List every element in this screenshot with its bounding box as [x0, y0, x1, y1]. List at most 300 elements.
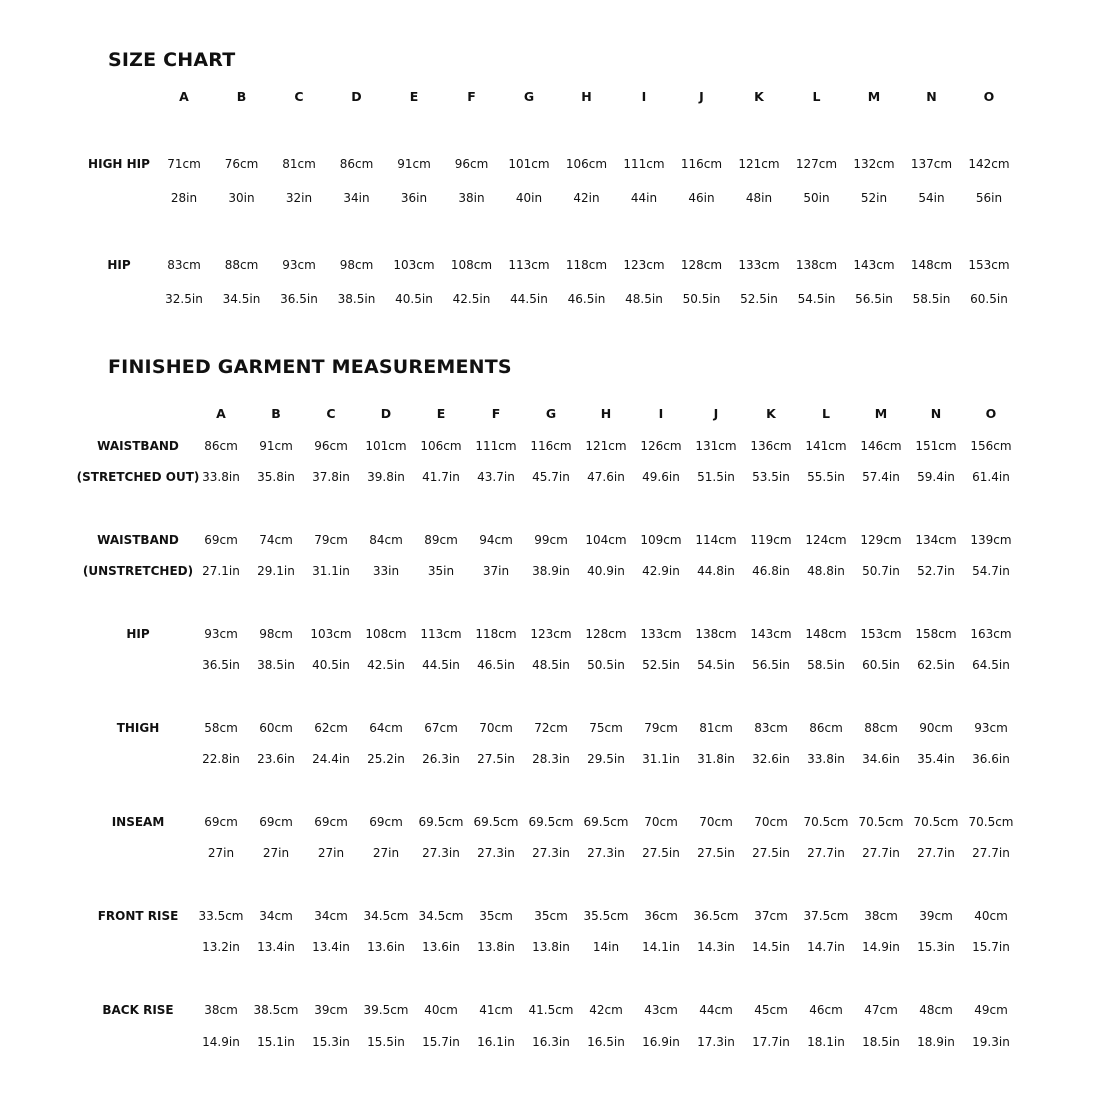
- measurement-cell: 32in: [285, 191, 313, 205]
- size-header-n: N: [926, 89, 937, 104]
- measurement-cell: 41cm: [479, 1003, 513, 1017]
- measurement-cell: 81cm: [282, 157, 316, 171]
- measurement-cell: 50.5in: [587, 658, 625, 672]
- measurement-cell: 106cm: [565, 157, 608, 171]
- measurement-cell: 138cm: [795, 258, 838, 272]
- size-header-n: N: [930, 406, 942, 421]
- measurement-cell: 129cm: [860, 533, 902, 547]
- size-header-l: L: [812, 89, 821, 104]
- measurement-cell: 131cm: [695, 439, 737, 453]
- measurement-cell: 27.5in: [477, 752, 515, 766]
- measurement-cell: 41.7in: [422, 470, 460, 484]
- measurement-cell: 40.9in: [587, 564, 625, 578]
- measurement-cell: 39cm: [314, 1003, 348, 1017]
- measurement-cell: 46.5in: [477, 658, 515, 672]
- measurement-cell: 13.4in: [257, 940, 295, 954]
- size-header-c: C: [326, 406, 336, 421]
- size-header-h: H: [581, 89, 592, 104]
- measurement-cell: 46cm: [809, 1003, 843, 1017]
- measurement-cell: 136cm: [750, 439, 792, 453]
- row-label: HIP: [126, 627, 150, 641]
- measurement-cell: 98cm: [339, 258, 374, 272]
- measurement-cell: 18.5in: [862, 1035, 900, 1049]
- measurement-cell: 60.5in: [970, 292, 1008, 306]
- measurement-cell: 38.5in: [337, 292, 376, 306]
- table-row: [0, 1034, 1100, 1050]
- measurement-cell: 54in: [918, 191, 945, 205]
- measurement-cell: 64.5in: [972, 658, 1010, 672]
- measurement-cell: 104cm: [585, 533, 627, 547]
- measurement-cell: 56.5in: [855, 292, 893, 306]
- measurement-cell: 35.5cm: [583, 909, 629, 923]
- measurement-cell: 27.7in: [862, 846, 900, 860]
- measurement-cell: 27.5in: [752, 846, 790, 860]
- measurement-cell: 48.5in: [625, 292, 663, 306]
- measurement-cell: 69cm: [259, 815, 293, 829]
- table-row: [0, 720, 1100, 736]
- measurement-cell: 39.5cm: [363, 1003, 409, 1017]
- size-header-c: C: [294, 89, 304, 104]
- measurement-cell: 44.8in: [697, 564, 735, 578]
- measurement-cell: 58cm: [204, 721, 238, 735]
- size-header-d: D: [351, 89, 362, 104]
- measurement-cell: 70.5cm: [858, 815, 904, 829]
- measurement-cell: 60cm: [259, 721, 293, 735]
- measurement-cell: 37cm: [754, 909, 788, 923]
- measurement-cell: 43cm: [644, 1003, 678, 1017]
- measurement-cell: 52.5in: [642, 658, 680, 672]
- row-label: HIGH HIP: [88, 157, 150, 171]
- measurement-cell: 38in: [458, 191, 485, 205]
- measurement-cell: 18.1in: [807, 1035, 845, 1049]
- measurement-cell: 126cm: [640, 439, 682, 453]
- table-row: [0, 1002, 1100, 1018]
- measurement-cell: 42.5in: [367, 658, 405, 672]
- measurement-cell: 119cm: [750, 533, 792, 547]
- measurement-cell: 37.8in: [312, 470, 350, 484]
- measurement-cell: 124cm: [805, 533, 847, 547]
- size-header-j: J: [713, 406, 719, 421]
- measurement-cell: 118cm: [565, 258, 608, 272]
- measurement-cell: 93cm: [204, 627, 238, 641]
- size-header-o: O: [983, 89, 995, 104]
- measurement-cell: 33.5cm: [198, 909, 244, 923]
- size-header-row: [0, 89, 1100, 105]
- measurement-cell: 27.3in: [532, 846, 570, 860]
- size-header-j: J: [699, 89, 704, 104]
- measurement-cell: 44.5in: [510, 292, 548, 306]
- table-row: [0, 469, 1100, 485]
- table-row: [0, 156, 1100, 172]
- measurement-cell: 116cm: [680, 157, 723, 171]
- measurement-cell: 43.7in: [477, 470, 515, 484]
- measurement-cell: 103cm: [393, 258, 435, 272]
- measurement-cell: 15.3in: [312, 1035, 350, 1049]
- measurement-cell: 134cm: [915, 533, 957, 547]
- measurement-cell: 128cm: [680, 258, 723, 272]
- size-header-l: L: [822, 406, 830, 421]
- measurement-cell: 70cm: [644, 815, 678, 829]
- measurement-cell: 42.5in: [452, 292, 491, 306]
- measurement-cell: 14.9in: [862, 940, 900, 954]
- measurement-cell: 56.5in: [752, 658, 790, 672]
- measurement-cell: 111cm: [623, 157, 665, 171]
- measurement-cell: 88cm: [224, 258, 259, 272]
- size-header-f: F: [467, 89, 476, 104]
- measurement-cell: 15.5in: [367, 1035, 405, 1049]
- measurement-cell: 108cm: [365, 627, 407, 641]
- measurement-cell: 93cm: [974, 721, 1008, 735]
- size-header-d: D: [380, 406, 392, 421]
- measurement-cell: 34.5cm: [418, 909, 464, 923]
- measurement-cell: 94cm: [479, 533, 513, 547]
- measurement-cell: 34.5in: [222, 292, 261, 306]
- measurement-cell: 27.3in: [477, 846, 515, 860]
- measurement-cell: 108cm: [450, 258, 493, 272]
- measurement-cell: 13.8in: [532, 940, 570, 954]
- size-header-a: A: [216, 406, 226, 421]
- measurement-cell: 34cm: [259, 909, 293, 923]
- measurement-cell: 35.4in: [917, 752, 955, 766]
- measurement-cell: 45cm: [754, 1003, 788, 1017]
- measurement-cell: 33.8in: [807, 752, 845, 766]
- measurement-cell: 69.5cm: [418, 815, 464, 829]
- measurement-cell: 44cm: [699, 1003, 733, 1017]
- measurement-cell: 46.8in: [752, 564, 790, 578]
- measurement-cell: 142cm: [968, 157, 1010, 171]
- measurement-cell: 27.5in: [697, 846, 735, 860]
- measurement-cell: 153cm: [968, 258, 1010, 272]
- measurement-cell: 133cm: [640, 627, 682, 641]
- measurement-cell: 133cm: [738, 258, 780, 272]
- measurement-cell: 101cm: [365, 439, 407, 453]
- measurement-cell: 47.6in: [587, 470, 625, 484]
- measurement-cell: 31.1in: [312, 564, 350, 578]
- row-label: THIGH: [116, 721, 160, 735]
- measurement-cell: 40cm: [974, 909, 1008, 923]
- measurement-cell: 14in: [592, 940, 620, 954]
- measurement-cell: 27.7in: [807, 846, 845, 860]
- measurement-cell: 146cm: [860, 439, 902, 453]
- measurement-cell: 70.5cm: [968, 815, 1014, 829]
- measurement-cell: 32.6in: [752, 752, 790, 766]
- measurement-cell: 57.4in: [862, 470, 900, 484]
- measurement-cell: 16.9in: [642, 1035, 680, 1049]
- measurement-cell: 113cm: [420, 627, 462, 641]
- measurement-cell: 50.7in: [862, 564, 900, 578]
- measurement-cell: 113cm: [508, 258, 550, 272]
- measurement-cell: 132cm: [853, 157, 895, 171]
- measurement-cell: 99cm: [534, 533, 568, 547]
- measurement-cell: 48.8in: [807, 564, 845, 578]
- measurement-cell: 69.5cm: [528, 815, 574, 829]
- measurement-cell: 55.5in: [807, 470, 845, 484]
- measurement-cell: 75cm: [589, 721, 623, 735]
- measurement-cell: 14.9in: [202, 1035, 240, 1049]
- measurement-cell: 15.7in: [972, 940, 1010, 954]
- measurement-cell: 40.5in: [395, 292, 433, 306]
- measurement-cell: 138cm: [695, 627, 737, 641]
- measurement-cell: 38cm: [864, 909, 898, 923]
- measurement-cell: 35cm: [534, 909, 568, 923]
- measurement-cell: 15.7in: [422, 1035, 460, 1049]
- measurement-cell: 54.5in: [797, 292, 836, 306]
- row-label: WAISTBAND: [97, 439, 179, 453]
- measurement-cell: 49cm: [974, 1003, 1008, 1017]
- measurement-cell: 48cm: [919, 1003, 953, 1017]
- measurement-cell: 27.1in: [202, 564, 240, 578]
- measurement-cell: 29.1in: [257, 564, 295, 578]
- measurement-cell: 46in: [688, 191, 715, 205]
- measurement-cell: 98cm: [259, 627, 293, 641]
- table-row: [0, 751, 1100, 767]
- measurement-cell: 28in: [170, 191, 198, 205]
- measurement-cell: 143cm: [750, 627, 792, 641]
- measurement-cell: 81cm: [699, 721, 733, 735]
- measurement-cell: 39.8in: [367, 470, 405, 484]
- measurement-cell: 83cm: [754, 721, 788, 735]
- measurement-cell: 44in: [630, 191, 658, 205]
- measurement-cell: 148cm: [805, 627, 847, 641]
- table-row: [0, 626, 1100, 642]
- measurement-cell: 27.3in: [587, 846, 625, 860]
- row-label: HIP: [107, 258, 131, 272]
- measurement-cell: 62cm: [314, 721, 348, 735]
- measurement-cell: 127cm: [795, 157, 838, 171]
- size-header-g: G: [523, 89, 535, 104]
- measurement-cell: 128cm: [585, 627, 627, 641]
- measurement-cell: 101cm: [508, 157, 550, 171]
- size-header-k: K: [766, 406, 776, 421]
- measurement-cell: 89cm: [424, 533, 458, 547]
- measurement-cell: 32.5in: [165, 292, 203, 306]
- finished-garment-title: FINISHED GARMENT MEASUREMENTS: [108, 356, 512, 378]
- measurement-cell: 70cm: [754, 815, 788, 829]
- measurement-cell: 67cm: [424, 721, 458, 735]
- row-label: (UNSTRETCHED): [82, 564, 194, 578]
- measurement-cell: 31.1in: [642, 752, 680, 766]
- measurement-cell: 42cm: [589, 1003, 623, 1017]
- table-row: [0, 939, 1100, 955]
- measurement-cell: 38.5in: [257, 658, 295, 672]
- measurement-cell: 24.4in: [312, 752, 350, 766]
- measurement-cell: 48in: [745, 191, 773, 205]
- measurement-cell: 44.5in: [422, 658, 460, 672]
- table-row: [0, 438, 1100, 454]
- measurement-cell: 35.8in: [257, 470, 295, 484]
- measurement-cell: 35in: [427, 564, 455, 578]
- measurement-cell: 156cm: [970, 439, 1012, 453]
- table-row: [0, 257, 1100, 273]
- measurement-cell: 51.5in: [697, 470, 735, 484]
- measurement-cell: 27.5in: [642, 846, 680, 860]
- size-chart-title: SIZE CHART: [108, 49, 236, 71]
- measurement-cell: 33in: [372, 564, 400, 578]
- measurement-cell: 27.7in: [917, 846, 955, 860]
- measurement-cell: 36cm: [644, 909, 678, 923]
- measurement-cell: 50in: [803, 191, 830, 205]
- measurement-cell: 72cm: [534, 721, 568, 735]
- measurement-cell: 17.3in: [697, 1035, 735, 1049]
- measurement-cell: 22.8in: [202, 752, 240, 766]
- measurement-cell: 141cm: [805, 439, 847, 453]
- row-label: BACK RISE: [102, 1003, 174, 1017]
- size-header-g: G: [545, 406, 557, 421]
- measurement-cell: 76cm: [224, 157, 259, 171]
- measurement-cell: 14.7in: [807, 940, 845, 954]
- table-row: [0, 291, 1100, 307]
- measurement-cell: 13.6in: [422, 940, 460, 954]
- measurement-cell: 114cm: [695, 533, 737, 547]
- measurement-cell: 71cm: [167, 157, 201, 171]
- measurement-cell: 36.5in: [280, 292, 318, 306]
- measurement-cell: 52in: [860, 191, 888, 205]
- measurement-cell: 158cm: [915, 627, 957, 641]
- measurement-cell: 139cm: [970, 533, 1012, 547]
- measurement-cell: 79cm: [644, 721, 678, 735]
- measurement-cell: 45.7in: [532, 470, 570, 484]
- measurement-cell: 74cm: [259, 533, 293, 547]
- measurement-cell: 27in: [207, 846, 235, 860]
- size-header-e: E: [436, 406, 446, 421]
- row-label: INSEAM: [111, 815, 165, 829]
- measurement-cell: 40in: [515, 191, 543, 205]
- measurement-cell: 34in: [343, 191, 370, 205]
- size-header-k: K: [754, 89, 764, 104]
- measurement-cell: 96cm: [314, 439, 348, 453]
- measurement-cell: 28.3in: [532, 752, 570, 766]
- measurement-cell: 109cm: [640, 533, 682, 547]
- measurement-cell: 23.6in: [257, 752, 295, 766]
- measurement-cell: 91cm: [397, 157, 431, 171]
- measurement-cell: 36.5in: [202, 658, 240, 672]
- table-row: [0, 657, 1100, 673]
- table-row: [0, 845, 1100, 861]
- measurement-cell: 69cm: [369, 815, 403, 829]
- measurement-cell: 36in: [400, 191, 428, 205]
- measurement-cell: 35cm: [479, 909, 513, 923]
- measurement-cell: 36.5cm: [693, 909, 739, 923]
- measurement-cell: 39cm: [919, 909, 953, 923]
- table-row: [0, 563, 1100, 579]
- measurement-cell: 69cm: [204, 815, 238, 829]
- measurement-cell: 27.3in: [422, 846, 460, 860]
- table-row: [0, 532, 1100, 548]
- measurement-cell: 49.6in: [642, 470, 680, 484]
- measurement-cell: 56in: [975, 191, 1003, 205]
- measurement-cell: 18.9in: [917, 1035, 955, 1049]
- measurement-cell: 36.6in: [972, 752, 1010, 766]
- measurement-cell: 143cm: [853, 258, 895, 272]
- measurement-cell: 137cm: [910, 157, 953, 171]
- measurement-cell: 31.8in: [697, 752, 735, 766]
- measurement-cell: 16.1in: [477, 1035, 515, 1049]
- measurement-cell: 40.5in: [312, 658, 350, 672]
- measurement-cell: 37in: [482, 564, 510, 578]
- measurement-cell: 58.5in: [912, 292, 951, 306]
- measurement-cell: 13.4in: [312, 940, 350, 954]
- measurement-cell: 118cm: [475, 627, 517, 641]
- measurement-cell: 60.5in: [862, 658, 900, 672]
- measurement-cell: 62.5in: [917, 658, 955, 672]
- row-label: WAISTBAND: [97, 533, 179, 547]
- size-header-o: O: [985, 406, 997, 421]
- size-header-i: I: [641, 89, 647, 104]
- measurement-cell: 38.5cm: [253, 1003, 299, 1017]
- measurement-cell: 14.5in: [752, 940, 790, 954]
- measurement-cell: 15.3in: [917, 940, 955, 954]
- measurement-cell: 41.5cm: [528, 1003, 574, 1017]
- size-header-i: I: [658, 406, 664, 421]
- measurement-cell: 26.3in: [422, 752, 460, 766]
- measurement-cell: 93cm: [282, 258, 316, 272]
- measurement-cell: 17.7in: [752, 1035, 790, 1049]
- measurement-cell: 27in: [262, 846, 290, 860]
- measurement-cell: 70cm: [479, 721, 513, 735]
- measurement-cell: 19.3in: [972, 1035, 1010, 1049]
- size-header-m: M: [867, 89, 881, 104]
- measurement-cell: 69cm: [204, 533, 238, 547]
- measurement-cell: 54.7in: [972, 564, 1010, 578]
- measurement-cell: 14.1in: [642, 940, 680, 954]
- measurement-cell: 40cm: [424, 1003, 458, 1017]
- measurement-cell: 121cm: [738, 157, 780, 171]
- measurement-cell: 123cm: [530, 627, 572, 641]
- measurement-cell: 15.1in: [257, 1035, 295, 1049]
- size-header-h: H: [600, 406, 612, 421]
- measurement-cell: 53.5in: [752, 470, 790, 484]
- measurement-cell: 88cm: [864, 721, 898, 735]
- measurement-cell: 14.3in: [697, 940, 735, 954]
- size-header-b: B: [271, 406, 281, 421]
- measurement-cell: 42in: [573, 191, 600, 205]
- measurement-cell: 69.5cm: [583, 815, 629, 829]
- measurement-cell: 47cm: [864, 1003, 898, 1017]
- measurement-cell: 123cm: [623, 258, 665, 272]
- measurement-cell: 70.5cm: [913, 815, 959, 829]
- measurement-cell: 70.5cm: [803, 815, 849, 829]
- measurement-cell: 50.5in: [682, 292, 721, 306]
- measurement-cell: 13.2in: [202, 940, 240, 954]
- table-row: [0, 190, 1100, 206]
- measurement-cell: 79cm: [314, 533, 348, 547]
- size-header-b: B: [236, 89, 247, 104]
- size-header-m: M: [874, 406, 888, 421]
- measurement-cell: 27in: [372, 846, 400, 860]
- measurement-cell: 33.8in: [202, 470, 240, 484]
- measurement-cell: 163cm: [970, 627, 1012, 641]
- measurement-cell: 37.5cm: [803, 909, 849, 923]
- measurement-cell: 27.7in: [972, 846, 1010, 860]
- measurement-cell: 48.5in: [532, 658, 570, 672]
- measurement-cell: 34.6in: [862, 752, 900, 766]
- measurement-cell: 64cm: [369, 721, 403, 735]
- measurement-cell: 151cm: [915, 439, 957, 453]
- measurement-cell: 96cm: [454, 157, 489, 171]
- measurement-cell: 84cm: [369, 533, 403, 547]
- measurement-cell: 25.2in: [367, 752, 405, 766]
- measurement-cell: 27in: [317, 846, 345, 860]
- measurement-cell: 38.9in: [532, 564, 570, 578]
- measurement-cell: 52.7in: [917, 564, 955, 578]
- measurement-cell: 83cm: [167, 258, 201, 272]
- measurement-cell: 153cm: [860, 627, 902, 641]
- measurement-cell: 61.4in: [972, 470, 1010, 484]
- measurement-cell: 86cm: [339, 157, 374, 171]
- measurement-cell: 34cm: [314, 909, 348, 923]
- measurement-cell: 29.5in: [587, 752, 625, 766]
- measurement-cell: 58.5in: [807, 658, 845, 672]
